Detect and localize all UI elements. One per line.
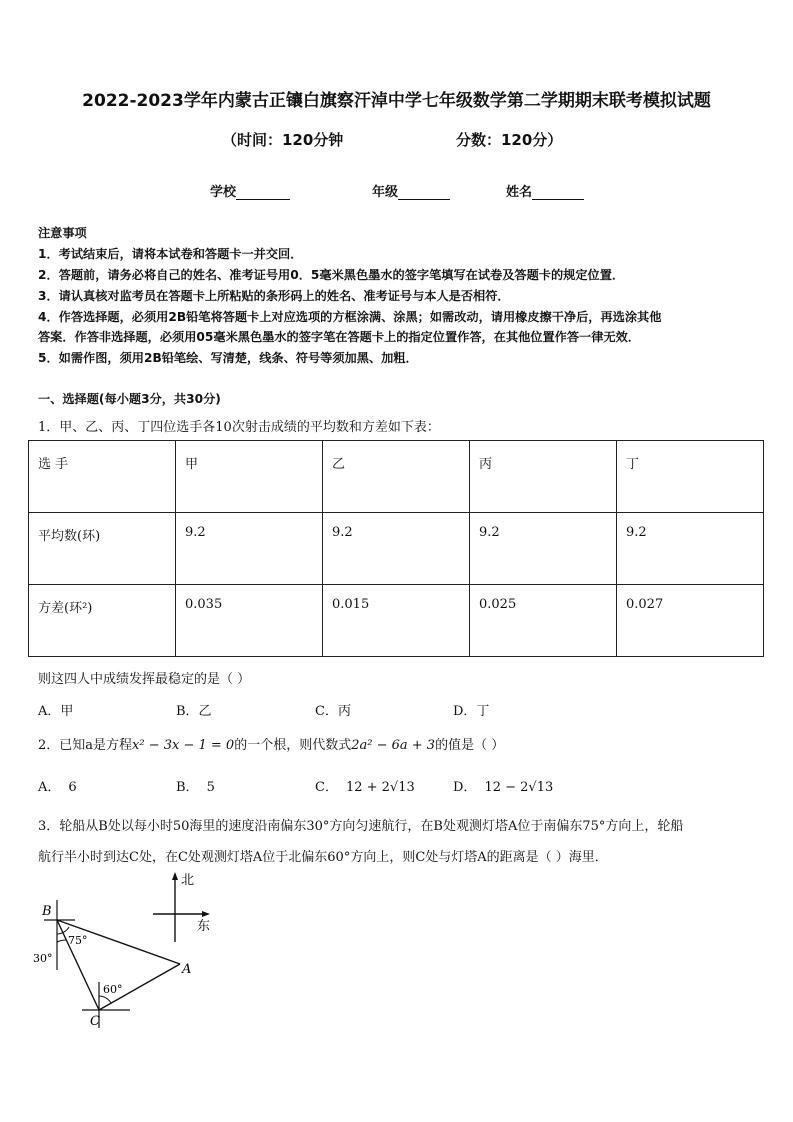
notice-item-2: 2．答题前，请务必将自己的姓名、准考证号用0．5毫米黑色墨水的签字笔填写在试卷及答题卡的规定位置． [38,268,625,282]
point-b-label: B [42,904,52,919]
q1-stem: 1．甲、乙、丙、丁四位选手各10次射击成绩的平均数和方差如下表： [38,420,440,435]
option-value: 5 [206,780,215,795]
notice-item-3: 3．请认真核对监考员在答题卡上所粘贴的条形码上的姓名、准考证号与本人是否相符． [38,289,510,303]
notice-item-5: 5．如需作图，须用2B铅笔绘、写清楚，线条、符号等须加黑、加粗． [38,351,418,365]
q2-option-d[interactable] [453,776,553,795]
table-cell: 9.2 [470,513,617,585]
q3-bearing-figure [30,870,230,1030]
q1-option-b[interactable]: B．乙 [176,704,212,719]
q3-line-1: 3．轮船从B处以每小时50海里的速度沿南偏东30°方向匀速航行，在B处观测灯塔A位于南偏东75°方向上，轮船 [38,819,684,834]
table-cell: 0.025 [470,585,617,657]
east-label: 东 [197,919,211,934]
q2-text-1: 2．已知a是方程 [38,738,133,753]
q2-option-b[interactable] [176,776,215,795]
q2-text-2: 的一个根，则代数式 [234,738,352,753]
north-label: 北 [181,873,195,888]
table-header-cell: 丁 [617,441,764,513]
q1-option-d[interactable]: D．丁 [453,704,490,719]
q2-stem [38,734,504,753]
angle-75-arc [57,927,69,934]
table-cell: 0.035 [176,585,323,657]
q2-option-a[interactable] [38,776,77,795]
q2-option-c[interactable] [315,776,415,795]
option-value: 6 [68,780,77,795]
point-c-label: C [90,1014,100,1029]
exam-time: （时间：120分钟 [222,131,344,149]
angle-75-label: 75° [68,934,88,947]
grade-label: 年级 [372,185,399,200]
school-blank[interactable] [236,185,290,200]
grade-blank[interactable] [398,185,450,200]
name-field [506,181,584,200]
table-cell: 0.027 [617,585,764,657]
notice-item-4: 4．作答选择题，必须用2B铅笔将答题卡上对应选项的方框涂满、涂黑；如需改动，请用橡皮擦干净后，再选涂其他 [38,310,662,324]
notice-item-4-cont: 答案．作答非选择题，必须用05毫米黑色墨水的签字笔在答题卡上的指定位置作答，在其他位置作答一律无效． [38,330,640,344]
option-value: 12 − 2√13 [484,780,554,795]
angle-60-label: 60° [103,983,123,996]
angle-30-arc [57,940,66,942]
table-header-cell: 甲 [176,441,323,513]
point-a-label: A [182,962,192,977]
q1-option-a[interactable]: A．甲 [38,704,74,719]
name-label: 姓名 [506,185,533,200]
school-field [210,181,290,200]
table-row [29,585,764,657]
angle-30-label: 30° [33,952,53,965]
option-label: C． [315,780,338,795]
compass-rose [153,872,210,942]
table-header-cell: 丙 [470,441,617,513]
section-heading: 一、选择题(每小题3分，共30分) [38,392,221,406]
q2-equation: x² − 3x − 1 = 0 [132,738,235,753]
notice-heading: 注意事项 [38,226,87,240]
table-cell: 平均数(环) [29,513,176,585]
table-cell: 方差(环²) [29,585,176,657]
option-label: B． [176,780,199,795]
option-value: 12 + 2√13 [345,780,415,795]
angle-60-arc [99,996,111,1003]
table-header-cell: 乙 [323,441,470,513]
q1-option-c[interactable]: C．丙 [315,704,351,719]
q2-expression: 2a² − 6a + 3 [351,738,436,753]
q1-stats-table [28,440,764,657]
table-cell: 9.2 [617,513,764,585]
q3-line-2: 航行半小时到达C处，在C处观测灯塔A位于北偏东60°方向上，则C处与灯塔A的距离是（ ）海里． [38,850,608,865]
table-cell: 0.015 [323,585,470,657]
table-row [29,441,764,513]
grade-field [372,181,450,200]
school-label: 学校 [210,185,237,200]
table-cell: 9.2 [323,513,470,585]
table-header-cell: 选 手 [29,441,176,513]
page-title: 2022-2023学年内蒙古正镶白旗察汗淖中学七年级数学第二学期期末联考模拟试题 [82,91,711,111]
notice-item-1: 1．考试结束后，请将本试卷和答题卡一并交回． [38,247,303,261]
exam-score: 分数：120分） [456,131,563,149]
table-row [29,513,764,585]
table-cell: 9.2 [176,513,323,585]
q1-question: 则这四人中成绩发挥最稳定的是（ ） [38,672,251,687]
option-label: A． [38,780,61,795]
option-label: D． [453,780,477,795]
name-blank[interactable] [532,185,584,200]
q2-text-3: 的值是（ ） [435,738,505,753]
